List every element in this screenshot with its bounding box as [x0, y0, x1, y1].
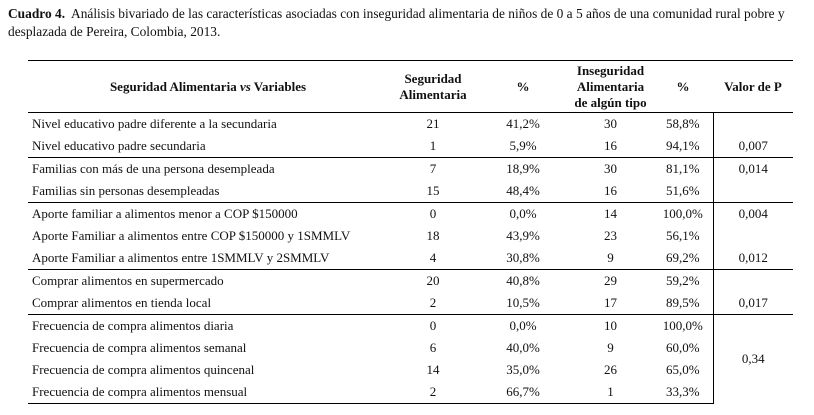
table-row: [28, 270, 793, 293]
seguridad-pct-cell: 0,0%: [478, 315, 568, 338]
seguridad-count-cell: 0: [388, 315, 478, 338]
pvalue-cell: [713, 180, 793, 203]
table-row: [28, 203, 793, 226]
seguridad-pct-cell: 66,7%: [478, 381, 568, 404]
seguridad-pct-cell: 5,9%: [509, 138, 537, 153]
inseguridad-pct-cell: 100,0%: [653, 203, 713, 226]
table-row: [28, 225, 793, 247]
inseguridad-pct-cell: 69,2%: [665, 250, 700, 265]
seguridad-count-cell: 18: [426, 228, 440, 243]
seguridad-count-cell: 0: [388, 203, 478, 226]
pvalue-cell: [713, 225, 793, 247]
pvalue-cell: 0,014: [713, 158, 793, 181]
table-row: [28, 135, 793, 158]
inseguridad-count-cell: 1: [568, 381, 653, 404]
pvalue-cell: [713, 270, 793, 293]
variable-cell: Frecuencia de compra alimentos mensual: [28, 381, 388, 404]
caption-text: Análisis bivariado de las características asociadas con inseguridad alimentaria de niños de 0 a 5 años de una comunidad rural pobre y desplazada de Pereira, Colombia, 2013.: [8, 6, 785, 39]
variable-cell: Familias sin personas desempleadas: [32, 183, 220, 198]
seguridad-pct-cell: 18,9%: [478, 158, 568, 181]
seguridad-pct-cell: 48,4%: [506, 183, 540, 198]
variable-cell: Nivel educativo padre diferente a la secundaria: [28, 113, 388, 136]
header-row: [28, 61, 793, 113]
seguridad-count-cell: 2: [429, 295, 437, 310]
seguridad-count-cell: 14: [426, 362, 440, 377]
inseguridad-count-cell: 30: [568, 158, 653, 181]
variable-cell: Frecuencia de compra alimentos diaria: [28, 315, 388, 338]
variable-cell: Frecuencia de compra alimentos quincenal: [32, 362, 255, 377]
inseguridad-count-cell: 16: [604, 183, 617, 198]
inseguridad-count-cell: 23: [604, 228, 617, 243]
seguridad-pct-cell: 10,5%: [506, 295, 540, 310]
table-caption: [8, 5, 808, 41]
inseguridad-pct-cell: 100,0%: [653, 315, 713, 338]
variable-cell: Aporte familiar a alimentos menor a COP $150000: [28, 203, 388, 226]
table-row: [28, 247, 793, 270]
variable-cell: Aporte Familiar a alimentos entre 1SMMLV y 2SMMLV: [32, 250, 330, 265]
seguridad-pct-cell: 40,0%: [506, 340, 540, 355]
seguridad-pct-cell: 0,0%: [478, 203, 568, 226]
header-pct-1: %: [478, 61, 568, 113]
header-seguridad: Seguridad Alimentaria: [388, 61, 478, 113]
data-table: [28, 60, 793, 404]
seguridad-count-cell: 21: [388, 113, 478, 136]
header-inseguridad: Inseguridad Alimentaria de algún tipo: [568, 61, 653, 113]
inseguridad-count-cell: 26: [604, 362, 617, 377]
inseguridad-count-cell: 9: [607, 340, 614, 355]
pvalue-cell: 0,34: [713, 315, 793, 404]
inseguridad-count-cell: 16: [604, 138, 617, 153]
pvalue-cell: 0,017: [713, 292, 793, 315]
table-row: [28, 381, 793, 404]
seguridad-pct-cell: 43,9%: [506, 228, 540, 243]
seguridad-pct-cell: 40,8%: [478, 270, 568, 293]
inseguridad-pct-cell: 33,3%: [653, 381, 713, 404]
inseguridad-pct-cell: 60,0%: [665, 340, 700, 355]
seguridad-pct-cell: 41,2%: [478, 113, 568, 136]
header-pvalue: Valor de P: [713, 61, 793, 113]
table-row: [28, 158, 793, 181]
table-row: [28, 180, 793, 203]
inseguridad-pct-cell: 94,1%: [665, 138, 700, 153]
inseguridad-count-cell: 9: [607, 250, 614, 265]
header-pct-2: %: [653, 61, 713, 113]
variable-cell: Frecuencia de compra alimentos semanal: [32, 340, 247, 355]
variable-cell: Aporte Familiar a alimentos entre COP $150000 y 1SMMLV: [32, 228, 351, 243]
pvalue-cell: [713, 113, 793, 136]
inseguridad-count-cell: 17: [604, 295, 617, 310]
inseguridad-count-cell: 14: [568, 203, 653, 226]
header-variables: Seguridad Alimentaria vs Variables: [28, 61, 388, 113]
variable-cell: Comprar alimentos en tienda local: [32, 295, 212, 310]
seguridad-count-cell: 2: [388, 381, 478, 404]
inseguridad-count-cell: 29: [568, 270, 653, 293]
seguridad-count-cell: 7: [388, 158, 478, 181]
variable-cell: Comprar alimentos en supermercado: [28, 270, 388, 293]
seguridad-count-cell: 1: [429, 138, 437, 153]
pvalue-cell: 0,012: [713, 247, 793, 270]
seguridad-count-cell: 6: [429, 340, 437, 355]
variable-cell: Familias con más de una persona desempleada: [28, 158, 388, 181]
inseguridad-pct-cell: 81,1%: [653, 158, 713, 181]
pvalue-cell: 0,004: [713, 203, 793, 226]
pvalue-cell: 0,007: [713, 135, 793, 158]
inseguridad-pct-cell: 59,2%: [653, 270, 713, 293]
inseguridad-count-cell: 30: [568, 113, 653, 136]
inseguridad-pct-cell: 51,6%: [665, 183, 700, 198]
table-row: [28, 359, 793, 381]
seguridad-count-cell: 4: [429, 250, 437, 265]
seguridad-pct-cell: 35,0%: [506, 362, 540, 377]
inseguridad-pct-cell: 58,8%: [653, 113, 713, 136]
inseguridad-pct-cell: 65,0%: [665, 362, 700, 377]
table-row: [28, 113, 793, 136]
table-row: [28, 292, 793, 315]
seguridad-count-cell: 15: [426, 183, 440, 198]
table-row: [28, 315, 793, 338]
inseguridad-count-cell: 10: [568, 315, 653, 338]
inseguridad-pct-cell: 56,1%: [665, 228, 700, 243]
caption-label: Cuadro 4.: [8, 6, 66, 21]
seguridad-count-cell: 20: [388, 270, 478, 293]
variable-cell: Nivel educativo padre secundaria: [32, 138, 206, 153]
inseguridad-pct-cell: 89,5%: [665, 295, 700, 310]
table-row: [28, 337, 793, 359]
seguridad-pct-cell: 30,8%: [506, 250, 540, 265]
